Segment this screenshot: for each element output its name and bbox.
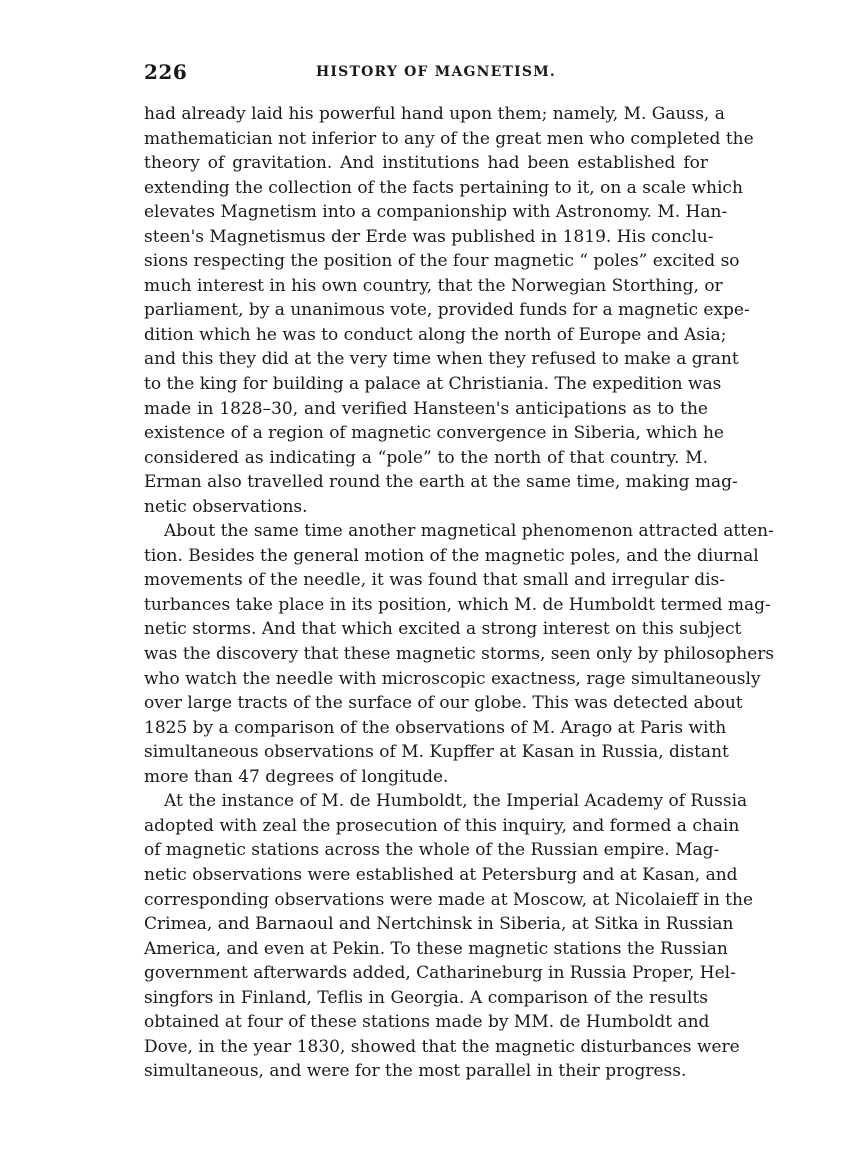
- running-header: [144, 60, 708, 90]
- text-line: singfors in Finland, Teflis in Georgia. A comparison of the results: [144, 987, 708, 1008]
- text-line: of magnetic stations across the whole of the Russian empire. Mag-: [144, 840, 720, 861]
- text-line: and this they did at the very time when they refused to make a grant: [144, 349, 739, 370]
- text-line: parliament, by a unanimous vote, provided funds for a magnetic expe-: [144, 300, 750, 321]
- text-line: About the same time another magnetical phenomenon attracted atten-: [164, 521, 774, 542]
- text-line: mathematician not inferior to any of the great men who completed the: [144, 128, 754, 149]
- text-line: over large tracts of the surface of our globe. This was detected about: [144, 693, 743, 714]
- text-line: At the instance of M. de Humboldt, the Imperial Academy of Russia: [164, 791, 748, 812]
- text-line: Dove, in the year 1830, showed that the magnetic disturbances were: [144, 1036, 740, 1057]
- text-line: elevates Magnetism into a companionship with Astronomy. M. Han-: [144, 202, 728, 223]
- text-line: movements of the needle, it was found that small and irregular dis-: [144, 570, 725, 591]
- running-title: HISTORY OF MAGNETISM.: [315, 64, 556, 80]
- text-line: netic storms. And that which excited a strong interest on this subject: [144, 619, 742, 640]
- text-line: existence of a region of magnetic convergence in Siberia, which he: [144, 423, 724, 444]
- text-line: made in 1828–30, and verified Hansteen's anticipations as to the: [144, 398, 708, 419]
- text-line: much interest in his own country, that the Norwegian Storthing, or: [144, 275, 723, 296]
- body-text: [144, 102, 775, 1084]
- text-line: simultaneous observations of M. Kupffer at Kasan in Russia, distant: [144, 742, 729, 763]
- text-line: netic observations were established at Petersburg and at Kasan, and: [144, 864, 738, 885]
- text-line: obtained at four of these stations made by MM. de Humboldt and: [144, 1012, 710, 1033]
- text-line: 1825 by a comparison of the observations of M. Arago at Paris with: [144, 717, 727, 738]
- text-line: theory of gravitation. And institutions had been established for: [144, 153, 708, 174]
- text-line: netic observations.: [144, 496, 308, 517]
- text-line: to the king for building a palace at Christiania. The expedition was: [144, 374, 722, 395]
- text-line: had already laid his powerful hand upon them; namely, M. Gauss, a: [144, 104, 725, 124]
- text-line: was the discovery that these magnetic storms, seen only by philosophers: [144, 644, 775, 665]
- text-line: sions respecting the position of the four magnetic “ poles” excited so: [144, 251, 740, 272]
- text-line: steen's Magnetismus der Erde was published in 1819. His conclu-: [144, 226, 714, 247]
- text-line: simultaneous, and were for the most parallel in their progress.: [144, 1061, 687, 1082]
- text-line: considered as indicating a “pole” to the north of that country. M.: [144, 447, 708, 468]
- text-line: adopted with zeal the prosecution of this inquiry, and formed a chain: [144, 815, 740, 836]
- paragraph: [144, 519, 775, 789]
- page-number: 226: [144, 60, 188, 84]
- text-line: government afterwards added, Catharineburg in Russia Proper, Hel-: [144, 963, 736, 984]
- text-line: extending the collection of the facts pertaining to it, on a scale which: [144, 177, 743, 198]
- text-line: dition which he was to conduct along the north of Europe and Asia;: [144, 324, 727, 345]
- paragraph: [144, 102, 754, 519]
- text-line: Crimea, and Barnaoul and Nertchinsk in Siberia, at Sitka in Russian: [144, 914, 734, 935]
- text-line: corresponding observations were made at Moscow, at Nicolaieff in the: [144, 889, 754, 910]
- text-line: America, and even at Pekin. To these magnetic stations the Russian: [144, 938, 728, 959]
- text-line: Erman also travelled round the earth at the same time, making mag-: [144, 472, 738, 493]
- text-line: more than 47 degrees of longitude.: [144, 766, 449, 787]
- text-line: turbances take place in its position, which M. de Humboldt termed mag-: [144, 594, 771, 615]
- paragraph: [144, 789, 754, 1084]
- text-line: who watch the needle with microscopic exactness, rage simultaneously: [144, 668, 761, 689]
- text-line: tion. Besides the general motion of the magnetic poles, and the diurnal: [144, 545, 759, 566]
